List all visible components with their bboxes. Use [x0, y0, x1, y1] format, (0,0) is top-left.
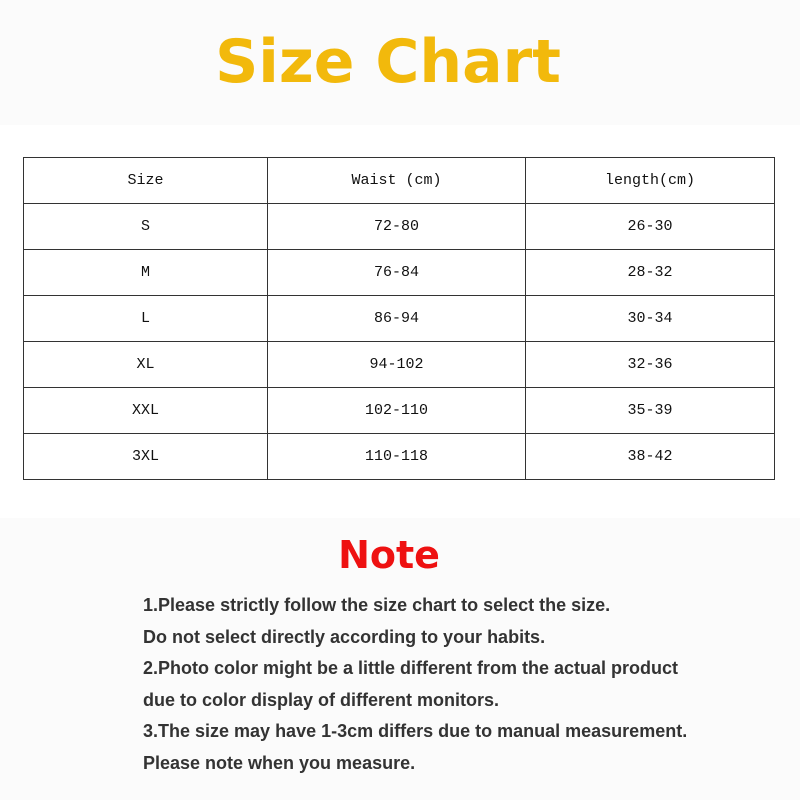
cell-length: 35-39 — [526, 388, 775, 434]
cell-size: XL — [24, 342, 268, 388]
table-row — [24, 434, 775, 480]
cell-waist: 76-84 — [268, 250, 526, 296]
cell-size: M — [24, 250, 268, 296]
cell-size: XXL — [24, 388, 268, 434]
note-list — [143, 590, 783, 779]
header-length: length(cm) — [526, 158, 775, 204]
page-title: Size Chart — [215, 27, 561, 97]
note-line: 3.The size may have 1-3cm differs due to manual measurement. — [143, 721, 688, 741]
cell-length: 30-34 — [526, 296, 775, 342]
header-size: Size — [24, 158, 268, 204]
table-row — [24, 250, 775, 296]
size-table — [23, 157, 775, 480]
note-line: 1.Please strictly follow the size chart to select the size. — [143, 595, 611, 615]
cell-length: 38-42 — [526, 434, 775, 480]
table-row — [24, 388, 775, 434]
cell-size: S — [24, 204, 268, 250]
cell-size: 3XL — [24, 434, 268, 480]
note-line: 2.Photo color might be a little different from the actual product — [143, 658, 679, 678]
table-header-row — [24, 158, 775, 204]
cell-waist: 110-118 — [268, 434, 526, 480]
cell-waist: 72-80 — [268, 204, 526, 250]
table-row — [24, 204, 775, 250]
note-title: Note — [338, 533, 440, 577]
note-line: Please note when you measure. — [143, 752, 416, 773]
note-line: Do not select directly according to your habits. — [143, 626, 546, 647]
cell-size: L — [24, 296, 268, 342]
cell-length: 26-30 — [526, 204, 775, 250]
cell-length: 32-36 — [526, 342, 775, 388]
table-row — [24, 342, 775, 388]
header-waist: Waist (cm) — [268, 158, 526, 204]
cell-waist: 86-94 — [268, 296, 526, 342]
cell-waist: 102-110 — [268, 388, 526, 434]
cell-waist: 94-102 — [268, 342, 526, 388]
table-row — [24, 296, 775, 342]
cell-length: 28-32 — [526, 250, 775, 296]
note-line: due to color display of different monitors. — [143, 689, 500, 710]
